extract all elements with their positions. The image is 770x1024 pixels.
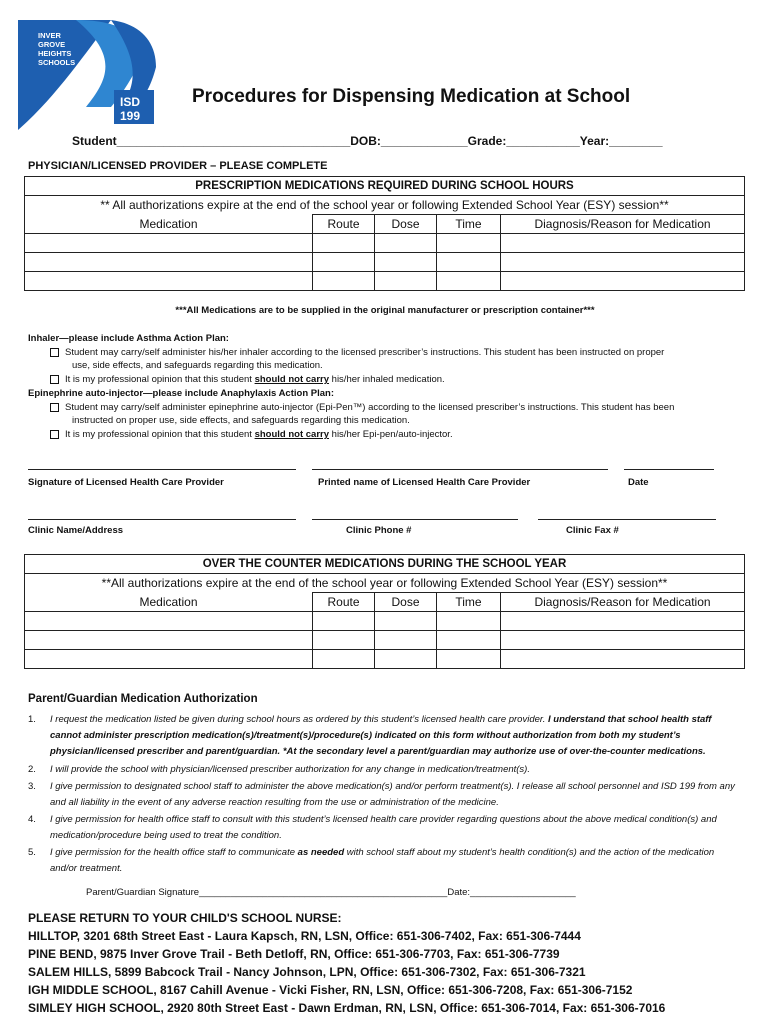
otc-blank-row[interactable] — [25, 650, 745, 669]
page-title: Procedures for Dispensing Medication at School — [192, 86, 631, 107]
otc-table-title: OVER THE COUNTER MEDICATIONS DURING THE SCHOOL YEAR — [25, 555, 745, 574]
authorization-title: Parent/Guardian Medication Authorization — [28, 693, 258, 705]
authorization-item: 5. I give permission for the health office staff to communicate as needed with school staff about my student’s health condition(s) and the action of the medication and/or treatment. — [28, 847, 715, 874]
checkbox-icon[interactable] — [50, 403, 59, 412]
otc-header-time: Time — [437, 593, 501, 612]
inhaler-option-carry[interactable] — [50, 347, 664, 358]
provider-date-field[interactable] — [624, 468, 714, 470]
rx-header-diagnosis: Diagnosis/Reason for Medication — [501, 215, 745, 234]
clinic-phone-label: Clinic Phone # — [346, 525, 412, 536]
rx-header-route: Route — [313, 215, 375, 234]
inhaler-option-no-carry[interactable]: It is my professional opinion that this student should not carry his/her inhaled medication. — [50, 374, 445, 385]
otc-table-subtitle: **All authorizations expire at the end of the school year or following Extended School Year (ESY) session** — [25, 574, 745, 593]
prescription-table-subtitle: ** All authorizations expire at the end of the school year or following Extended School Year (ESY) session** — [25, 196, 745, 215]
epi-option-no-carry[interactable]: It is my professional opinion that this student should not carry his/her Epi-pen/auto-injector. — [50, 429, 453, 440]
authorization-item: 3. I give permission to designated school staff to administer the above medication(s) and/or perform treatment(s). I release all school personnel and ISD 199 from any and all liability in the event of any adverse reaction resulting from the use or administration of the medicine. — [28, 781, 735, 808]
checkbox-icon[interactable] — [50, 348, 59, 357]
inhaler-option-carry-line2: use, side effects, and safeguards regarding this medication. — [72, 360, 323, 371]
checkbox-icon[interactable] — [50, 430, 59, 439]
physician-section-heading: PHYSICIAN/LICENSED PROVIDER – PLEASE COMPLETE — [28, 160, 328, 172]
rx-header-medication: Medication — [25, 215, 313, 234]
rx-blank-row[interactable] — [25, 234, 745, 253]
otc-header-medication: Medication — [25, 593, 313, 612]
inhaler-option-carry-text: Student may carry/self administer his/her inhaler according to the licensed prescriber’s instructions. This student has been instructed on proper — [65, 347, 665, 358]
clinic-fax-label: Clinic Fax # — [566, 525, 619, 536]
otc-header-route: Route — [313, 593, 375, 612]
school-contact-line: SIMLEY HIGH SCHOOL, 2920 80th Street East - Dawn Erdman, RN, LSN, Office: 651-306-7014, Fax: 651-306-7016 — [28, 1001, 666, 1015]
provider-printed-name-field[interactable] — [312, 468, 608, 470]
logo-number: 199 — [120, 109, 141, 123]
authorization-item: 2. I will provide the school with physician/licensed prescriber authorization for any change in medication/treatment(s). — [28, 764, 530, 775]
checkbox-icon[interactable] — [50, 375, 59, 384]
school-contact-line: SALEM HILLS, 5899 Babcock Trail - Nancy Johnson, LPN, Office: 651-306-7302, Fax: 651-306-7321 — [28, 965, 586, 979]
otc-header-diagnosis: Diagnosis/Reason for Medication — [501, 593, 745, 612]
prescription-table-title: PRESCRIPTION MEDICATIONS REQUIRED DURING SCHOOL HOURS — [25, 177, 745, 196]
authorization-item: 4. I give permission for health office staff to consult with this student’s licensed health care provider regarding questions about the above medical condition(s) and medication/procedure being used to treat the condition. — [28, 814, 717, 841]
school-contact-line: HILLTOP, 3201 68th Street East - Laura Kapsch, RN, LSN, Office: 651-306-7402, Fax: 651-306-7444 — [28, 929, 581, 943]
clinic-phone-field[interactable] — [312, 518, 518, 520]
clinic-name-field[interactable] — [28, 518, 296, 520]
authorization-item: 1. I request the medication listed be given during school hours as ordered by this student’s licensed health care provider. I understand that school health staff cannot administer prescription medication(s)/treatment(s)/procedure(s) indicated on this form without authorization from both my student’s physician/licensed prescriber and parent/guardian. *At the secondary level a parent/guardian may authorize use of over-the-counter medications. — [28, 714, 712, 757]
parent-signature-line[interactable]: Parent/Guardian Signature_______________________________________________Date:____________________ — [86, 887, 576, 898]
clinic-name-label: Clinic Name/Address — [28, 525, 124, 536]
student-info-line[interactable]: Student___________________________________DOB:_____________Grade:___________Year:________ — [72, 134, 663, 148]
school-contact-line: PINE BEND, 9875 Inver Grove Trail - Beth Detloff, RN, Office: 651-306-7703, Fax: 651-306-7739 — [28, 947, 560, 961]
school-contact-line: IGH MIDDLE SCHOOL, 8167 Cahill Avenue - Vicki Fisher, RN, LSN, Office: 651-306-7208, Fax: 651-306-7152 — [28, 983, 633, 997]
epi-heading: Epinephrine auto-injector—please include Anaphylaxis Action Plan: — [28, 388, 334, 399]
otc-blank-row[interactable] — [25, 612, 745, 631]
logo-line-3: HEIGHTS — [38, 49, 72, 58]
logo-line-2: GROVE — [38, 40, 66, 49]
otc-blank-row[interactable] — [25, 631, 745, 650]
logo-line-4: SCHOOLS — [38, 58, 76, 67]
supplied-note: ***All Medications are to be supplied in the original manufacturer or prescription container*** — [175, 305, 595, 316]
inhaler-heading: Inhaler—please include Asthma Action Plan: — [28, 333, 229, 344]
district-logo — [16, 12, 166, 132]
clinic-fax-field[interactable] — [538, 518, 716, 520]
logo-line-1: INVER — [38, 31, 61, 40]
rx-header-time: Time — [437, 215, 501, 234]
date-label: Date — [628, 477, 649, 488]
epi-option-carry[interactable]: Student may carry/self administer epinephrine auto-injector (Epi-Pen™) according to the licensed prescriber’s instructions. This student has been — [50, 402, 674, 413]
return-heading: PLEASE RETURN TO YOUR CHILD'S SCHOOL NURSE: — [28, 911, 342, 925]
provider-signature-field[interactable] — [28, 468, 296, 470]
rx-header-dose: Dose — [375, 215, 437, 234]
printed-name-label: Printed name of Licensed Health Care Provider — [318, 477, 531, 488]
prescription-table — [24, 176, 745, 291]
rx-blank-row[interactable] — [25, 272, 745, 291]
epi-option-carry-line2: instructed on proper use, side effects, and safeguards regarding this medication. — [72, 415, 410, 426]
signature-label: Signature of Licensed Health Care Provider — [28, 477, 224, 488]
rx-blank-row[interactable] — [25, 253, 745, 272]
otc-header-dose: Dose — [375, 593, 437, 612]
logo-isd: ISD — [120, 95, 141, 109]
otc-table — [24, 554, 745, 669]
